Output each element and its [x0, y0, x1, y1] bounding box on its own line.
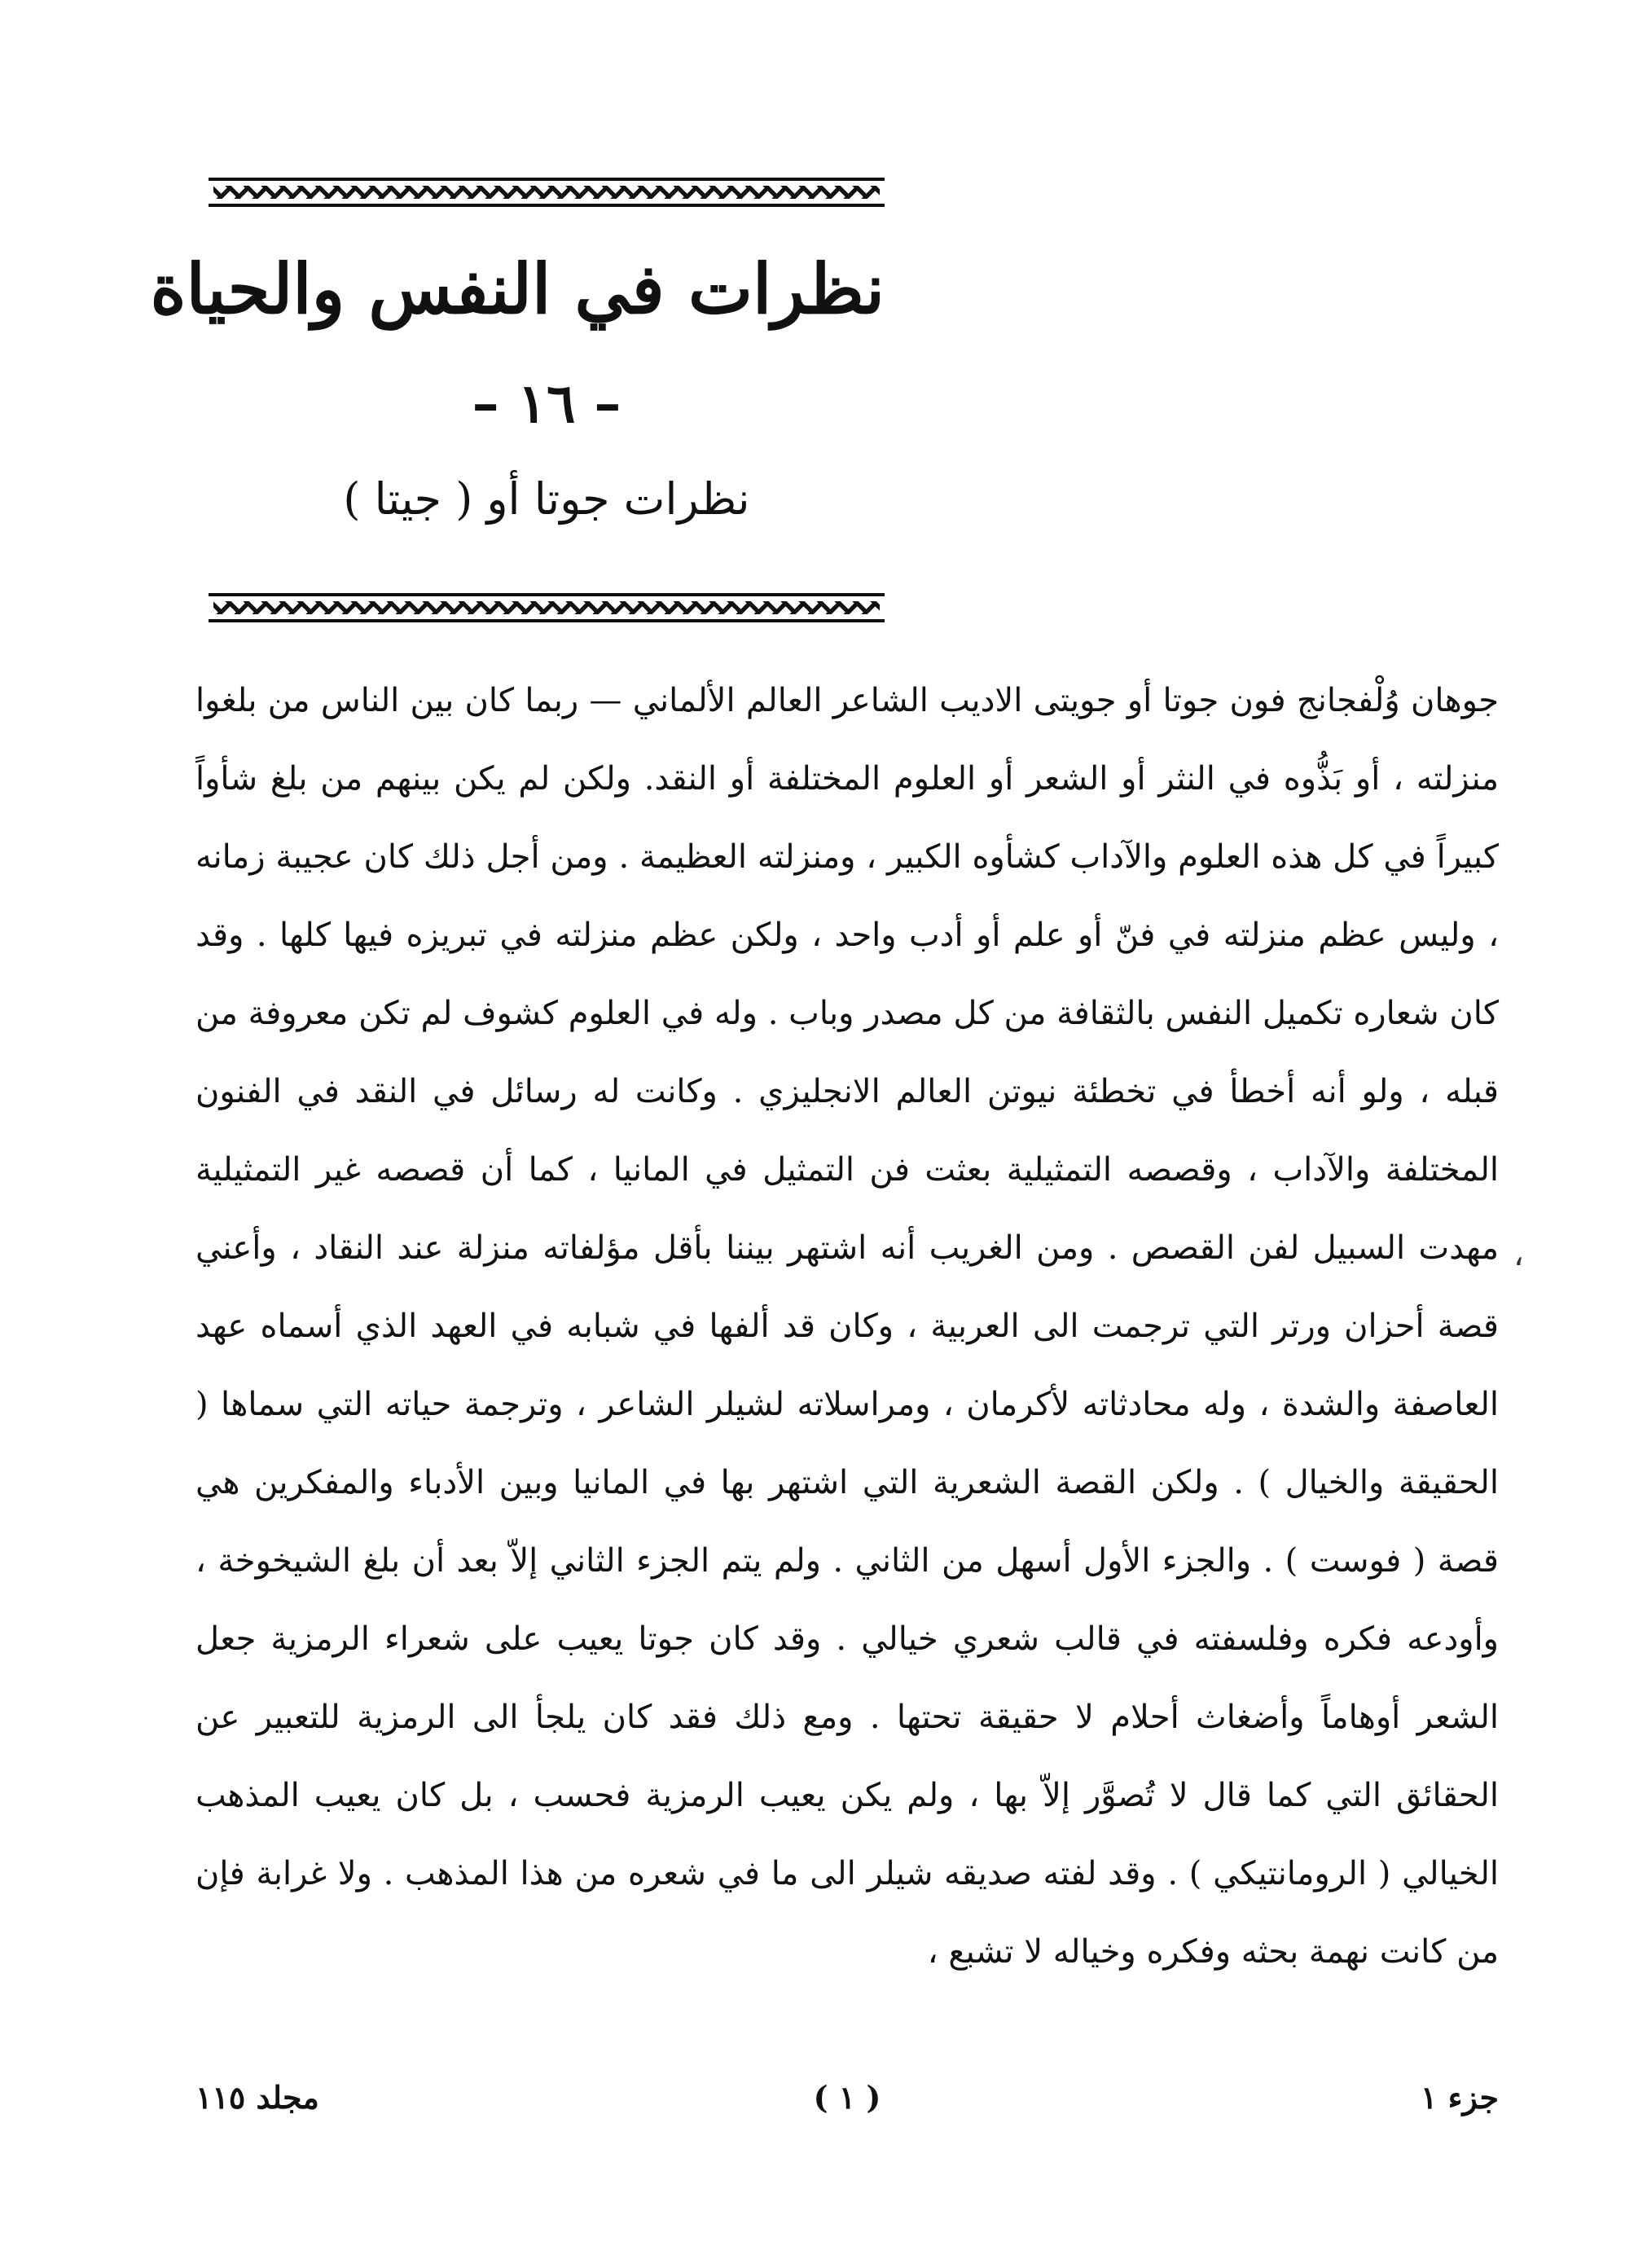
rule-zigzag	[213, 186, 880, 199]
article-subtitle: نظرات جوتا أو ( جيتا )	[343, 473, 750, 525]
rule-zigzag	[213, 601, 880, 614]
footer-volume: مجلد ١١٥	[195, 2079, 319, 2116]
footer-page-number: ( ١ )	[813, 2079, 881, 2116]
top-ornamental-rule	[209, 178, 885, 207]
bottom-ornamental-rule	[209, 593, 885, 622]
rule-line-lower	[209, 619, 885, 622]
margin-mark: ،	[1513, 1236, 1524, 1273]
article-title: نظرات في النفس والحياة	[150, 248, 885, 329]
part-number: – ١٦ –	[472, 371, 621, 435]
page-footer	[195, 2065, 1499, 2130]
rule-line-lower	[209, 204, 885, 207]
rule-line-upper	[209, 593, 885, 596]
footer-issue: جزء ١	[1421, 2079, 1499, 2116]
rule-line-upper	[209, 178, 885, 181]
article-body: جوهان وُلْفجانج فون جوتا أو جويتى الاديب الشاعر العالم الألماني — ربما كان بين الناس من بلغوا منزلته ، أو بَذُّوه في النثر أو الشعر أو العلوم المختلفة أو النقد. ولكن لم يكن بينهم من بلغ شأواً كبيراً في كل هذه العلوم والآداب كشأوه الكبير ، ومنزلته العظيمة . ومن أجل ذلك كان عجيبة زمانه ، وليس عظم منزلته في فنّ أو علم أو أدب واحد ، ولكن عظم منزلته في تبريزه فيها كلها . وقد كان شعاره تكميل النفس بالثقافة من كل مصدر وباب . وله في العلوم كشوف لم تكن معروفة من قبله ، ولو أنه أخطأ في تخطئة نيوتن العالم الانجليزي . وكانت له رسائل في النقد في الفنون المختلفة والآداب ، وقصصه التمثيلية بعثت فن التمثيل في المانيا ، كما أن قصصه غير التمثيلية مهدت السبيل لفن القصص . ومن الغريب أنه اشتهر بيننا بأقل مؤلفاته منزلة عند النقاد ، وأعني قصة أحزان ورتر التي ترجمت الى العربية ، وكان قد ألفها في شبابه في العهد الذي أسماه عهد العاصفة والشدة ، وله محادثاته لأكرمان ، ومراسلاته لشيلر الشاعر ، وترجمة حياته التي سماها ( الحقيقة والخيال ) . ولكن القصة الشعرية التي اشتهر بها في المانيا وبين الأدباء والمفكرين هي قصة ( فوست ) . والجزء الأول أسهل من الثاني . ولم يتم الجزء الثاني إلاّ بعد أن بلغ الشيخوخة ، وأودعه فكره وفلسفته في قالب شعري خيالي . وقد كان جوتا يعيب على شعراء الرمزية جعل الشعر أوهاماً وأضغاث أحلام لا حقيقة تحتها . ومع ذلك فقد كان يلجأ الى الرمزية للتعبير عن الحقائق التي كما قال لا تُصوَّر إلاّ بها ، ولم يكن يعيب الرمزية فحسب ، بل كان يعيب المذهب الخيالي ( الرومانتيكي ) . وقد لفته صديقه شيلر الى ما في شعره من هذا المذهب . ولا غرابة فإن من كانت نهمة بحثه وفكره وخياله لا تشبع ،	[195, 682, 1500, 1971]
